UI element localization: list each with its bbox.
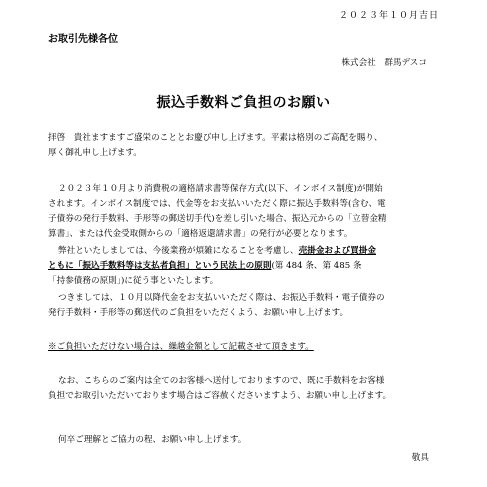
- closing-request: 何卒ご理解とご協力の程、お願い申し上げます。: [58, 435, 247, 445]
- emphasis-text: ともに「振込手数料等は支払者負担」という民法上の原則: [48, 261, 272, 271]
- paragraph-line: 発行手数料・手形等の郵送代のご負担をいただくよう、お願い申し上げます。: [48, 308, 349, 318]
- paragraph-text: (第 484 条、第 485 条: [271, 261, 362, 271]
- sender-line: 株式会社 群馬デスコ: [341, 58, 427, 68]
- note-line: ※ご負担いただけない場合は、繰越金額として記載させて頂きます。: [48, 342, 314, 352]
- greeting-line: 拝啓 貴社ますますご盛栄のこととお慶び申し上げます。平素は格別のご高配を賜り、: [48, 133, 383, 143]
- paragraph-line: されます。インボイス制度では、代金等をお支払いいただく際に振込手数料等(含む、電: [48, 199, 386, 209]
- emphasis-text: 売掛金および買掛金: [298, 246, 376, 256]
- paragraph-line: なお、こちらのご案内は全てのお客様へ送付しておりますので、既に手数料をお客様: [58, 376, 385, 386]
- paragraph-line: 「持参債務の原則」)に従う事といたします。: [48, 276, 219, 286]
- paragraph-line: 負担でお取引いただいております場合はご容赦くださいますよう、お願い申し上げます。: [48, 391, 392, 401]
- recipient-line: お取引先様各位: [48, 34, 118, 45]
- paragraph-line: 算書」、または代金受取側からの「適格返還請求書」の発行が必要となります。: [48, 229, 353, 239]
- letter-title: 振込手数料ご負担のお願い: [156, 95, 331, 111]
- paragraph-line: つきましては、１０月以降代金をお支払いいただく際は、お振込手数料・電子債券の: [58, 293, 385, 303]
- closing-word: 敬具: [411, 453, 429, 463]
- paragraph-text: 弊社といたしましては、今後業務が煩雑になることを考慮し、: [58, 246, 299, 256]
- letter-date: ２０２３年１０月吉日: [338, 11, 439, 21]
- paragraph-line: [58, 244, 376, 259]
- paragraph-line: ２０２３年１０月より消費税の適格請求書等保存方式(以下、インボイス制度)が開始: [58, 184, 383, 194]
- paragraph-line: 子債券の発行手数料、手形等の郵送切手代)を差し引いた場合、振込元からの「立替金精: [48, 214, 387, 224]
- paragraph-line: [48, 259, 362, 274]
- greeting-line: 厚く御礼申し上げます。: [48, 148, 142, 158]
